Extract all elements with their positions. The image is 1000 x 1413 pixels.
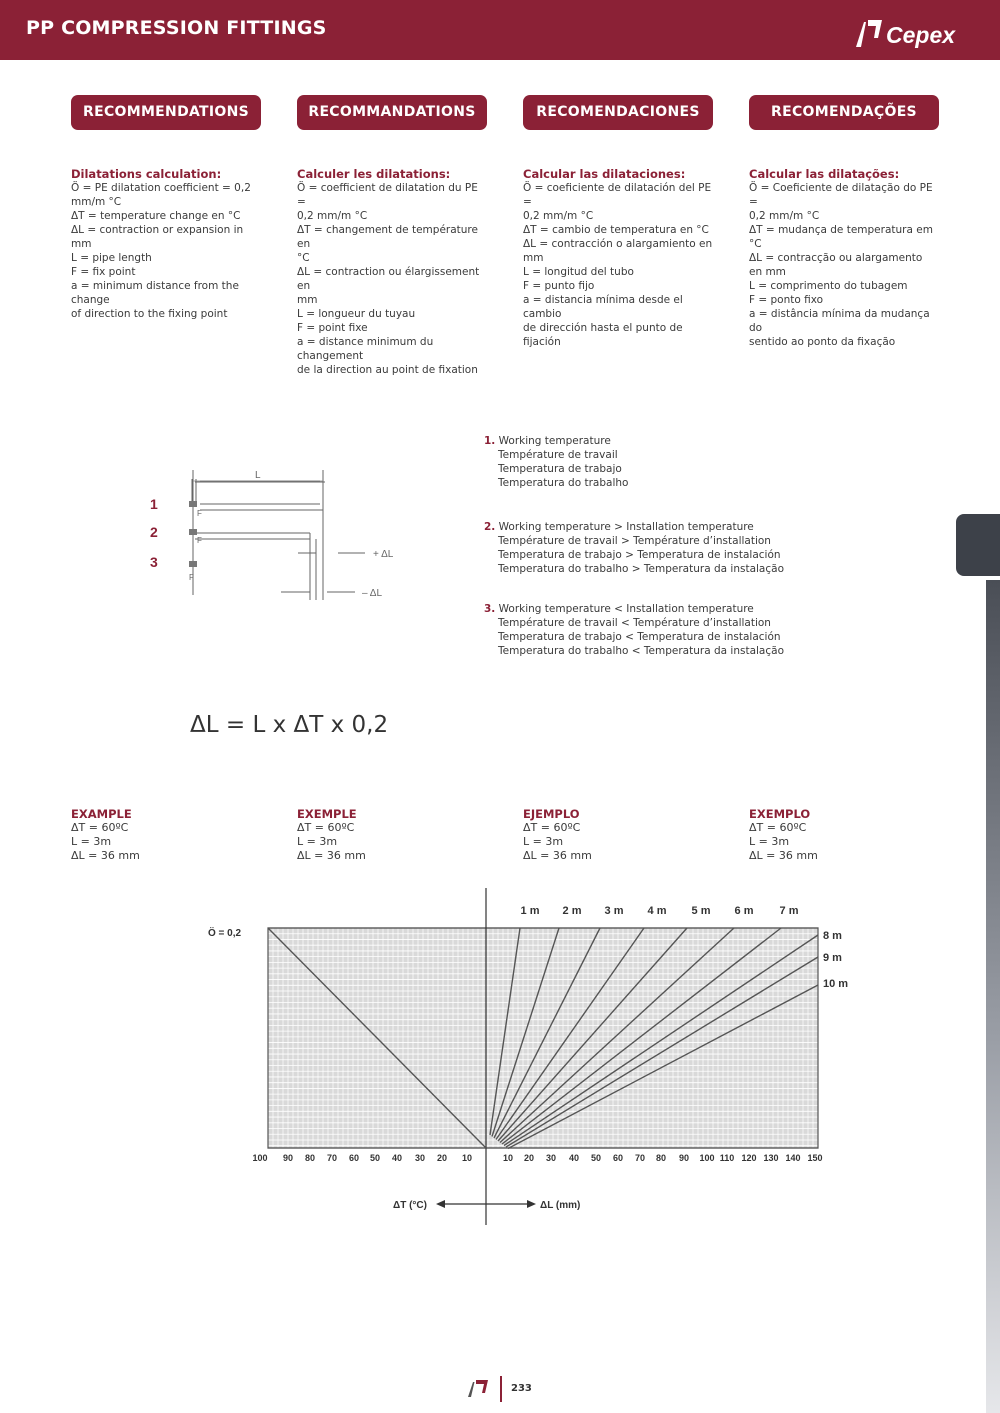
fix-label: F <box>197 509 202 518</box>
tick-label: 150 <box>807 1153 823 1163</box>
definition-line: L = pipe length <box>71 252 152 264</box>
tick-label: 90 <box>678 1153 690 1163</box>
marker-1: 1 <box>150 496 158 512</box>
coefficient-label: Ö = 0,2 <box>208 928 242 939</box>
length-line-label: 5 m <box>691 905 711 917</box>
side-tab <box>956 514 1000 576</box>
definition-line: L = longitud del tubo <box>523 266 634 278</box>
example-line: L = 3m <box>71 835 112 848</box>
example-title: EXEMPLO <box>749 807 811 821</box>
tick-label: 50 <box>590 1153 602 1163</box>
nomogram-grid <box>268 928 818 1148</box>
definitions-fr <box>297 167 487 377</box>
definition-line: ΔT = cambio de temperatura en °C <box>523 224 709 236</box>
fix-label: F <box>189 573 194 582</box>
step-line: Température de travail < Température d’installation <box>498 617 771 629</box>
left-arrowhead <box>436 1200 445 1208</box>
length-line-label: 4 m <box>647 905 667 917</box>
definition-line: a = distance minimum du changement <box>297 336 434 362</box>
definition-line: ΔT = mudança de temperatura em °C <box>749 224 933 250</box>
step-2 <box>484 520 824 576</box>
example-line: ΔL = 36 mm <box>523 849 592 862</box>
definition-line: ΔL = contracção ou alargamento <box>749 252 923 264</box>
section-heading-pt: RECOMENDAÇÕES <box>749 95 939 130</box>
definition-line: L = comprimento do tubagem <box>749 280 908 292</box>
length-label: L <box>255 470 261 481</box>
side-gradient-bar <box>986 580 1000 1413</box>
brand-logo <box>852 16 980 50</box>
tick-label: 100 <box>252 1153 268 1163</box>
definition-line: ΔT = changement de température en <box>297 224 478 250</box>
tick-label: 70 <box>326 1153 338 1163</box>
definition-line: de dirección hasta el punto de <box>523 322 683 334</box>
definition-line: a = minimum distance from the change <box>71 280 239 306</box>
definition-line: Ö = coeficiente de dilatación del PE = <box>523 182 712 208</box>
tick-label: 10 <box>502 1153 514 1163</box>
tick-label: 20 <box>436 1153 448 1163</box>
length-line-label: 9 m <box>823 952 842 964</box>
definition-line: ΔL = contracción o alargamiento en <box>523 238 713 250</box>
definition-line: fijación <box>523 336 561 348</box>
step-line: 2. Working temperature > Installation temperature <box>484 521 754 533</box>
example-line: L = 3m <box>523 835 564 848</box>
marker-2: 2 <box>150 524 158 540</box>
length-line-label: 8 m <box>823 930 842 942</box>
page-number: 233 <box>511 1383 532 1394</box>
definition-line: Ö = Coeficiente de dilatação do PE = <box>749 182 933 208</box>
step-line: Temperatura de trabajo <box>498 463 622 475</box>
example-title: EXAMPLE <box>71 807 132 821</box>
length-line-label: 7 m <box>779 905 799 917</box>
definition-line: F = point fixe <box>297 322 368 334</box>
step-line: Température de travail <box>498 449 618 461</box>
definition-line: a = distância mínima da mudança do <box>749 308 930 334</box>
page-title: PP COMPRESSION FITTINGS <box>26 17 327 39</box>
tick-label: 10 <box>461 1153 473 1163</box>
section-heading-fr: RECOMMANDATIONS <box>297 95 487 130</box>
tick-label: 90 <box>282 1153 294 1163</box>
definitions-title: Dilatations calculation: <box>71 167 222 181</box>
step-number: 1. <box>484 435 496 447</box>
definitions-title: Calculer les dilatations: <box>297 167 451 181</box>
definition-line: de la direction au point de fixation <box>297 364 478 376</box>
step-line: Temperatura do trabalho > Temperatura da instalação <box>498 563 784 575</box>
tick-label: 120 <box>741 1153 757 1163</box>
definition-line: sentido ao ponto da fixação <box>749 336 896 348</box>
section-heading-es: RECOMENDACIONES <box>523 95 713 130</box>
definitions-title: Calcular las dilatações: <box>749 167 900 181</box>
definition-line: mm <box>523 252 544 264</box>
definition-line: F = fix point <box>71 266 136 278</box>
definition-line: 0,2 mm/m °C <box>523 210 594 222</box>
example-line: L = 3m <box>297 835 338 848</box>
step-number: 2. <box>484 521 496 533</box>
example-line: ΔL = 36 mm <box>749 849 818 862</box>
step-line: Temperatura do trabalho <box>498 477 629 489</box>
length-line-label: 3 m <box>604 905 624 917</box>
example-line: ΔT = 60ºC <box>749 821 807 834</box>
step-line: 3. Working temperature < Installation temperature <box>484 603 754 615</box>
step-line: 1. Working temperature <box>484 435 611 447</box>
tick-label: 80 <box>304 1153 316 1163</box>
step-line: Temperatura do trabalho < Temperatura da instalação <box>498 645 784 657</box>
tick-label: 140 <box>785 1153 801 1163</box>
expansion-nomogram <box>190 885 860 1230</box>
definition-line: F = ponto fixo <box>749 294 824 306</box>
brand-logo-mark <box>856 22 866 47</box>
length-line-label: 6 m <box>734 905 754 917</box>
definition-line: Ö = coefficient de dilatation du PE = <box>297 182 478 208</box>
example-title: EXEMPLE <box>297 807 357 821</box>
fix-label: F <box>197 536 202 545</box>
example-line: ΔT = 60ºC <box>71 821 129 834</box>
tick-label: 100 <box>699 1153 715 1163</box>
tick-label: 70 <box>634 1153 646 1163</box>
definition-line: mm <box>297 294 318 306</box>
example-line: ΔL = 36 mm <box>297 849 366 862</box>
example-line: ΔT = 60ºC <box>297 821 355 834</box>
example-line: ΔL = 36 mm <box>71 849 140 862</box>
pipe-expansion-diagram <box>140 465 430 605</box>
section-heading-en: RECOMMENDATIONS <box>71 95 261 130</box>
footer-logo-icon <box>466 1378 492 1398</box>
step-line: Température de travail > Température d’installation <box>498 535 771 547</box>
definition-line: Ö = PE dilatation coefficient = 0,2 <box>71 182 251 194</box>
marker-3: 3 <box>150 554 158 570</box>
example-es <box>523 807 713 863</box>
definition-line: ΔT = temperature change en °C <box>71 210 241 222</box>
step-number: 3. <box>484 603 496 615</box>
tick-label: 110 <box>719 1153 735 1163</box>
length-line-label: 1 m <box>520 905 540 917</box>
right-axis-label: ΔL (mm) <box>540 1200 581 1211</box>
minus-delta-label: – ΔL <box>362 588 383 599</box>
definition-line: en mm <box>749 266 786 278</box>
step-1 <box>484 434 824 490</box>
tick-label: 20 <box>523 1153 535 1163</box>
example-pt <box>749 807 939 863</box>
tick-label: 80 <box>655 1153 667 1163</box>
tick-label: 60 <box>348 1153 360 1163</box>
tick-label: 40 <box>391 1153 403 1163</box>
tick-label: 40 <box>568 1153 580 1163</box>
definitions-title: Calcular las dilataciones: <box>523 167 686 181</box>
brand-name: Cepex <box>886 22 956 48</box>
tick-label: 60 <box>612 1153 624 1163</box>
footer-separator <box>500 1376 502 1402</box>
tick-label: 30 <box>414 1153 426 1163</box>
definitions-es <box>523 167 713 349</box>
definition-line: °C <box>297 252 310 264</box>
definition-line: 0,2 mm/m °C <box>297 210 368 222</box>
definition-line: a = distancia mínima desde el cambio <box>523 294 683 320</box>
definition-line: of direction to the fixing point <box>71 308 228 320</box>
left-axis-label: ΔT (°C) <box>393 1200 427 1211</box>
definitions-en <box>71 167 261 321</box>
tick-label: 130 <box>763 1153 779 1163</box>
plus-delta-label: + ΔL <box>373 549 394 560</box>
definition-line: L = longueur du tuyau <box>297 308 416 320</box>
step-line: Temperatura de trabajo < Temperatura de instalación <box>498 631 781 643</box>
step-3 <box>484 602 824 658</box>
tick-label: 50 <box>369 1153 381 1163</box>
length-line-label: 2 m <box>562 905 582 917</box>
expansion-formula: ΔL = L x ΔT x 0,2 <box>190 712 389 738</box>
example-line: ΔT = 60ºC <box>523 821 581 834</box>
right-arrowhead <box>527 1200 536 1208</box>
tick-label: 30 <box>545 1153 557 1163</box>
definition-line: F = punto fijo <box>523 280 595 292</box>
definition-line: ΔL = contraction or expansion in mm <box>71 224 244 250</box>
definition-line: 0,2 mm/m °C <box>749 210 820 222</box>
example-line: L = 3m <box>749 835 790 848</box>
definition-line: ΔL = contraction ou élargissement en <box>297 266 480 292</box>
definition-line: mm/m °C <box>71 196 122 208</box>
step-line: Temperatura de trabajo > Temperatura de instalación <box>498 549 781 561</box>
example-en <box>71 807 261 863</box>
example-fr <box>297 807 487 863</box>
length-line-label: 10 m <box>823 978 849 990</box>
example-title: EJEMPLO <box>523 807 580 821</box>
definitions-pt <box>749 167 939 349</box>
